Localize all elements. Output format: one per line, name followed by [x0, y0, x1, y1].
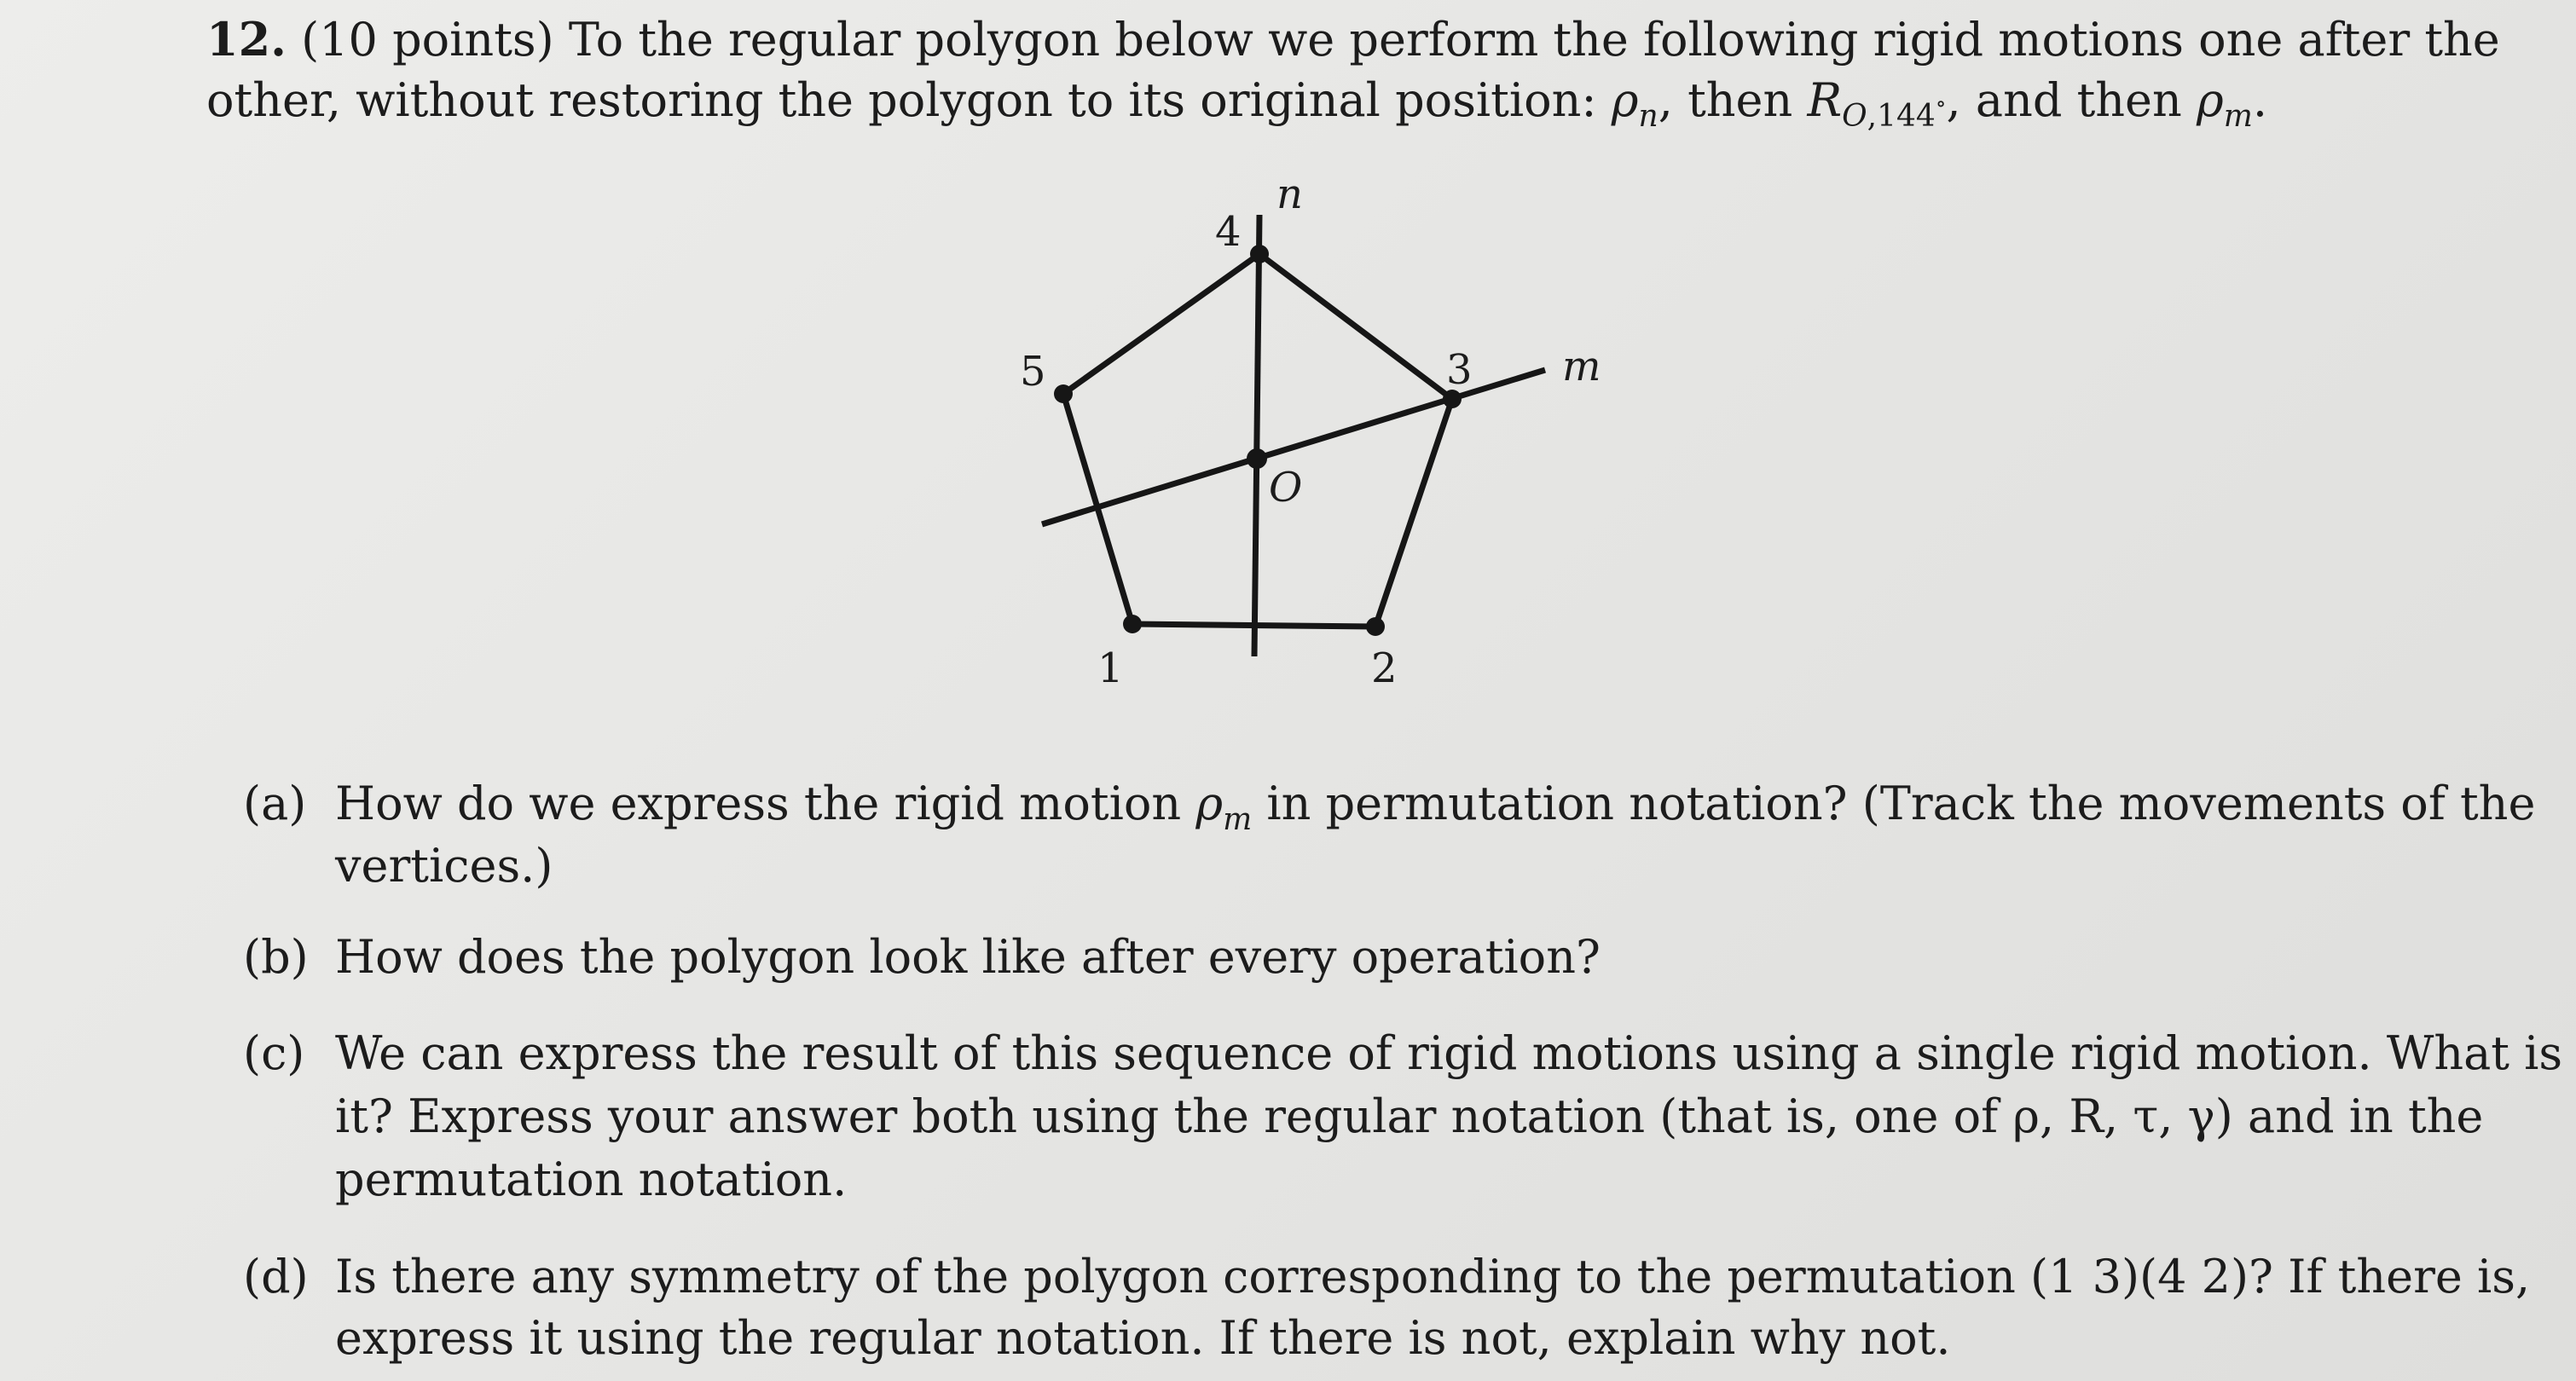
degree-sign: ∘	[1935, 91, 1947, 117]
vertex-5-dot	[1054, 384, 1073, 403]
part-a-text-2: in permutation notation? (Track the movements of the	[1252, 777, 2536, 830]
center-label-O: O	[1269, 464, 1303, 511]
part-b-label: (b)	[243, 930, 309, 984]
part-a-line2: vertices.)	[335, 839, 553, 893]
problem-intro-line1: (10 points) To the regular polygon below we perform the following rigid motions one after the	[301, 13, 2500, 66]
part-d-label: (d)	[243, 1250, 309, 1303]
separator-then: , then	[1658, 73, 1808, 127]
part-a-sub-m: m	[1223, 802, 1253, 837]
part-a-rho: ρ	[1195, 777, 1224, 830]
vertex-label-5: 5	[1020, 348, 1046, 396]
vertex-2-dot	[1366, 617, 1385, 636]
part-a-text-1: How do we express the rigid motion	[335, 777, 1196, 830]
rotation-symbol: R	[1807, 73, 1843, 127]
part-d-line1: Is there any symmetry of the polygon corresponding to the permutation (1 3)(4 2)? If there is,	[335, 1250, 2531, 1303]
subscript-n: n	[1638, 99, 1658, 134]
subscript-O: O	[1842, 99, 1867, 134]
vertex-label-4: 4	[1215, 208, 1242, 256]
vertex-1-dot	[1123, 615, 1142, 633]
part-d-line2: express it using the regular notation. If there is not, explain why not.	[335, 1311, 1951, 1365]
problem-intro-line2: other, without restoring the polygon to its original position:	[206, 73, 1612, 127]
center-O-dot	[1247, 448, 1267, 469]
separator-and-then: , and then	[1946, 73, 2197, 127]
subscript-m: m	[2223, 99, 2253, 134]
line-n-label: n	[1276, 170, 1303, 218]
part-c-line1: We can express the result of this sequence of rigid motions using a single rigid motion. What is	[335, 1026, 2563, 1080]
problem-number: 12.	[206, 12, 287, 66]
part-c-line3: permutation notation.	[335, 1153, 848, 1206]
subscript-angle: ,144	[1867, 99, 1936, 134]
period: .	[2252, 73, 2268, 127]
part-c-line2: it? Express your answer both using the regular notation (that is, one of ρ, R, τ, γ) and in the	[335, 1089, 2484, 1143]
part-c-label: (c)	[243, 1026, 305, 1080]
vertex-label-3: 3	[1446, 346, 1473, 394]
vertex-label-1: 1	[1097, 644, 1124, 692]
rho-symbol-2: ρ	[2196, 73, 2224, 127]
part-b-line1: How does the polygon look like after every operation?	[335, 930, 1601, 984]
line-m-label: m	[1562, 343, 1601, 390]
rho-symbol: ρ	[1611, 73, 1639, 127]
part-a-line1	[335, 771, 2535, 852]
vertex-label-2: 2	[1371, 644, 1398, 692]
part-a-label: (a)	[243, 777, 307, 830]
vertex-4-dot	[1250, 245, 1269, 263]
line-n	[1254, 215, 1259, 656]
